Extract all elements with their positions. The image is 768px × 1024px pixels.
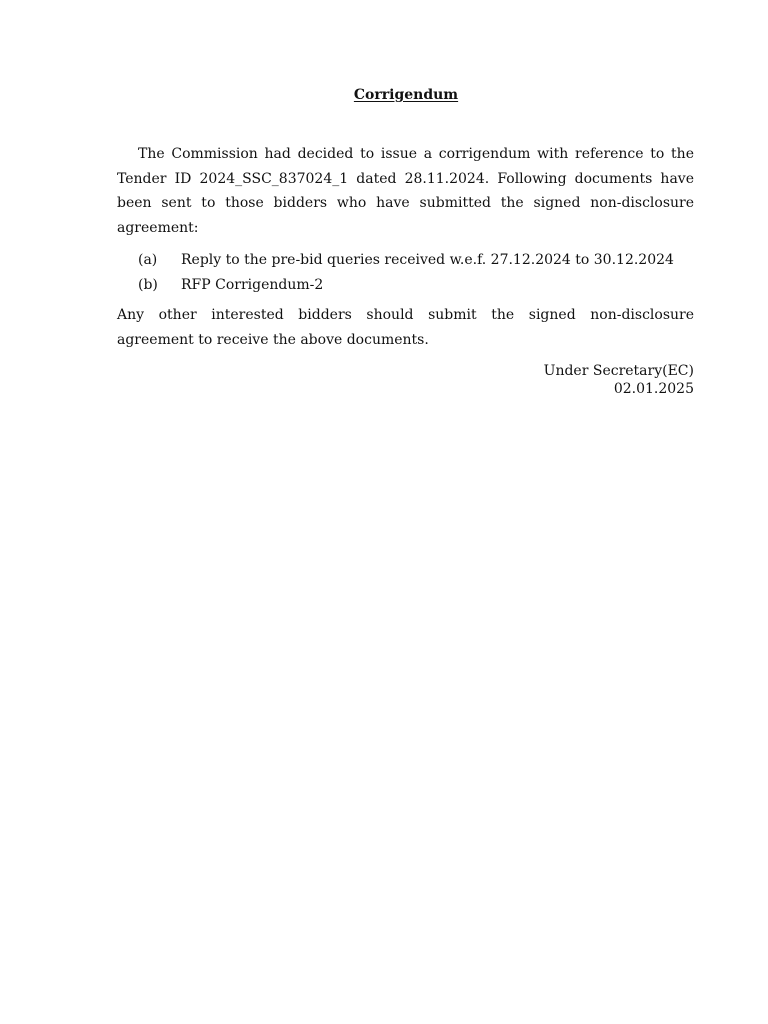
signature-date: 02.01.2025 — [613, 381, 694, 397]
list-item-text: Reply to the pre-bid queries received w.e.f. 27.12.2024 to 30.12.2024 — [181, 252, 674, 268]
signatory-designation: Under Secretary(EC) — [543, 363, 694, 379]
list-item-text: RFP Corrigendum-2 — [181, 277, 324, 293]
list-item-marker: (b) — [138, 277, 158, 293]
documents-list — [117, 248, 694, 298]
list-item — [117, 273, 694, 298]
closing-paragraph: Any other interested bidders should submit the signed non-disclosure agreement to receive the above documents. — [117, 307, 694, 348]
signature-block — [544, 362, 694, 398]
document-title: Corrigendum — [353, 87, 459, 103]
list-item-marker: (a) — [138, 252, 158, 268]
intro-paragraph: The Commission had decided to issue a corrigendum with reference to the Tender ID 2024_SSC_837024_1 dated 28.11.2024. Following documents have been sent to those bidders who have submitted the signed non-disclosure agreement: — [117, 146, 694, 236]
list-item — [117, 248, 694, 273]
document-body — [117, 142, 694, 352]
